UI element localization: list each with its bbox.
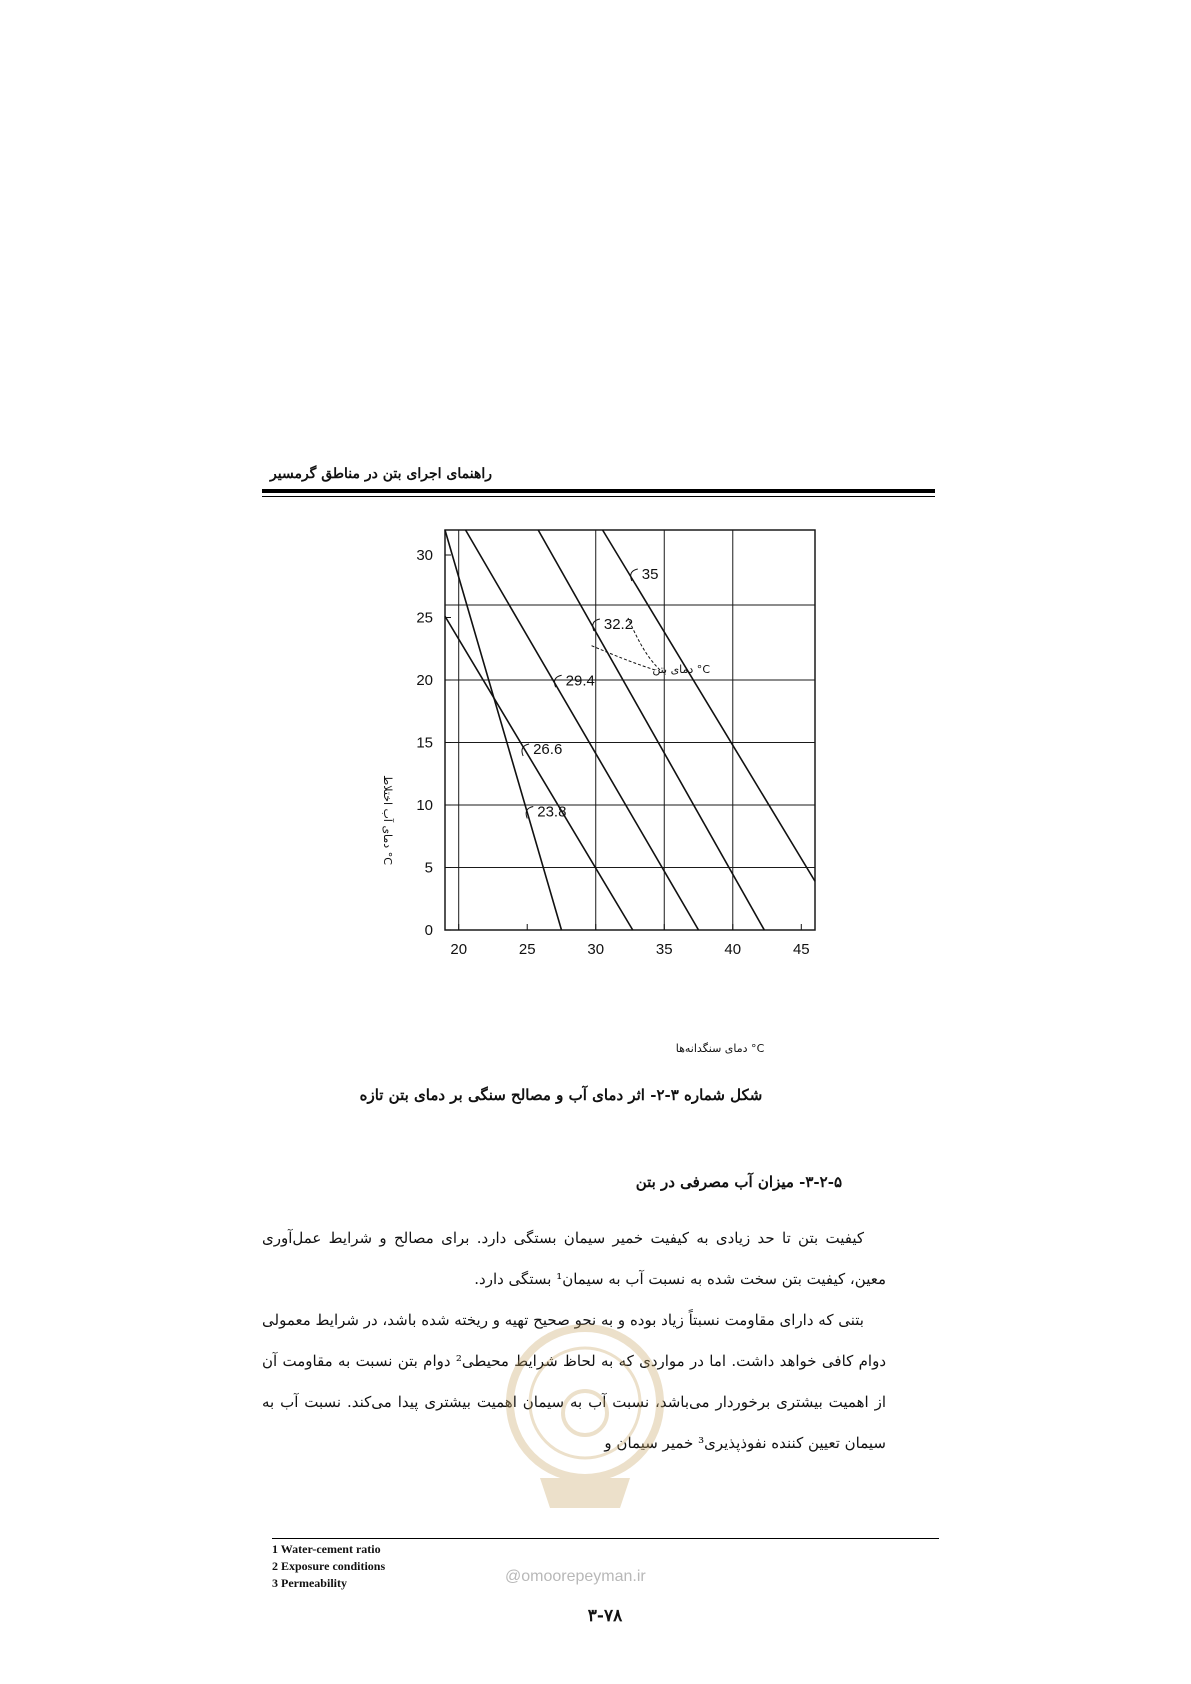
series-line xyxy=(445,616,633,930)
series-label: 32.2 xyxy=(603,616,634,633)
x-tick-label: 30 xyxy=(587,941,605,958)
series-label: 35 xyxy=(641,566,659,583)
x-tick-label: 45 xyxy=(792,941,810,958)
x-tick-label: 40 xyxy=(724,941,742,958)
series-line xyxy=(603,530,815,881)
x-tick-label: 25 xyxy=(518,941,536,958)
paragraph-1: کیفیت بتن تا حد زیادی به کیفیت خمیر سیمان بستگی دارد. برای مصالح و شرایط عمل‌آوری معین، کیفیت بتن سخت شده به نسبت آب به سیمان¹ بستگی دارد. xyxy=(262,1229,886,1288)
chart-series-labels xyxy=(522,566,659,821)
header-rule-thick xyxy=(262,489,935,493)
y-tick-label: 30 xyxy=(416,547,433,564)
watermark-text: @omoorepeyman.ir xyxy=(505,1568,646,1585)
y-tick-label: 15 xyxy=(416,734,433,752)
series-label: 26.6 xyxy=(533,741,563,758)
y-tick-label: 5 xyxy=(424,859,433,877)
footnote-rule xyxy=(272,1538,939,1539)
chart-series xyxy=(445,530,815,930)
paragraph-2: بتنی که دارای مقاومت نسبتاً زیاد بوده و به نحو صحیح تهیه و ریخته شده باشد، در شرایط معمولی دوام کافی خواهد داشت. اما در مواردی که به لحاظ شرایط محیطی² دوام بتن نسبت به مقاومت آن از اهمیت بیشتری برخوردار می‌باشد، نسبت آب به سیمان اهمیت بیشتری پیدا می‌کند. نسبت آب به سیمان تعیین کننده نفوذپذیری³ خمیر سیمان و xyxy=(262,1311,886,1452)
footnote-1: 1 Water-cement ratio xyxy=(272,1542,381,1556)
concrete-temp-annotation: C° دمای بتن xyxy=(652,663,710,676)
footnote-2: 2 Exposure conditions xyxy=(272,1559,386,1573)
y-tick-label: 25 xyxy=(416,609,433,627)
x-tick-label: 20 xyxy=(450,941,468,958)
footnote-3: 3 Permeability xyxy=(272,1576,347,1590)
y-tick-label: 0 xyxy=(424,922,433,939)
series-line xyxy=(466,530,699,930)
x-axis-label: C° دمای سنگدانه‌ها xyxy=(675,1042,765,1055)
y-tick-label: 10 xyxy=(416,797,433,814)
concrete-temperature-chart xyxy=(381,520,830,1070)
x-tick-label: 35 xyxy=(655,941,673,958)
series-line xyxy=(538,530,764,930)
y-tick-label: 20 xyxy=(416,672,433,689)
figure-caption: شکل شماره ۳-۲- اثر دمای آب و مصالح سنگی بر دمای بتن تازه xyxy=(359,1086,763,1104)
watermark-seal-icon xyxy=(500,1318,670,1518)
header-rule-thin xyxy=(262,496,935,497)
section-heading: ۳-۲-۵- میزان آب مصرفی در بتن xyxy=(635,1173,842,1191)
series-label: 23.8 xyxy=(537,803,567,821)
page-number: ۳-۷۸ xyxy=(587,1606,623,1626)
series-line xyxy=(445,530,561,930)
annotation-leader-line-2 xyxy=(590,645,655,670)
series-label: 29.4 xyxy=(565,672,595,690)
running-header: راهنمای اجرای بتن در مناطق گرمسیر xyxy=(270,466,492,482)
y-axis-label: C° دمای آب اختلاط xyxy=(381,775,394,865)
